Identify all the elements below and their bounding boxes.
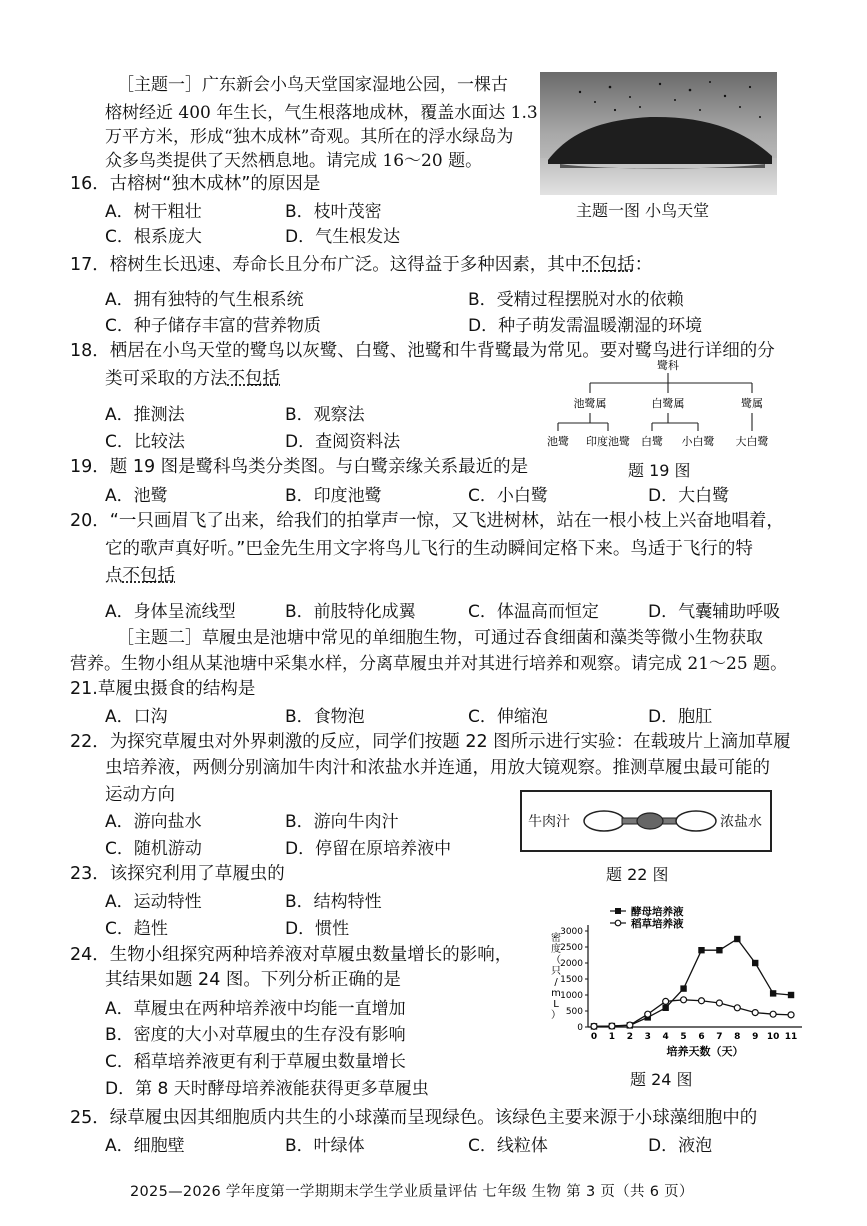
q22-line2: 虫培养液，两侧分别滴加牛肉汁和浓盐水并连通，用放大镜观察。推测草履虫最可能的	[105, 758, 770, 778]
x-tick-label: 2	[626, 1032, 633, 1042]
legend-label-1: 酵母培养液	[631, 906, 684, 918]
q16-option-a: A．树干粗壮	[105, 202, 202, 222]
q18-option-b: B．观察法	[285, 405, 365, 425]
y-axis-label-char: L	[553, 999, 559, 1010]
series-1-point	[662, 1005, 668, 1011]
theme1-intro-line1: ［主题一］广东新会小鸟天堂国家湿地公园，一棵古	[117, 75, 508, 95]
q19-option-d: D．大白鹭	[648, 486, 730, 506]
theme1-intro-line3: 万平方米，形成“独木成林”奇观。其所在的浮水绿岛为	[105, 127, 514, 147]
q24-line1: 24．生物小组探究两种培养液对草履虫数量增长的影响，	[70, 945, 513, 965]
q25-option-a: A．细胞壁	[105, 1136, 185, 1156]
x-tick-label: 1	[608, 1032, 616, 1042]
y-axis-label-char: 密	[551, 933, 561, 944]
q19-option-c: C．小白鹭	[468, 486, 548, 506]
x-tick-label: 4	[662, 1032, 669, 1042]
q20-option-d: D．气囊辅助呼吸	[648, 602, 781, 622]
series-1-point	[698, 947, 704, 953]
theme1-intro-line2: 榕树经近 400 年生长，气生根落地成林，覆盖水面达 1.3	[105, 103, 538, 123]
q21-option-d: D．胞肛	[648, 707, 713, 727]
q22-option-b: B．游向牛肉汁	[285, 812, 399, 832]
tree-species-1: 池鹭	[547, 435, 569, 448]
q18-option-c: C．比较法	[105, 432, 185, 452]
series-2-point	[716, 1000, 722, 1006]
q16-option-d: D．气生根发达	[285, 227, 401, 247]
q18-line2: 类可采取的方法不包括	[105, 369, 280, 389]
q21-stem: 21.草履虫摄食的结构是	[70, 679, 256, 699]
series-2-point	[663, 998, 669, 1004]
y-tick-label: 2500	[560, 943, 583, 953]
q20-line3: 点不包括	[105, 566, 175, 586]
q24-option-a: A．草履虫在两种培养液中均能一直增加	[105, 999, 406, 1019]
q24-option-d: D．第 8 天时酵母培养液能获得更多草履虫	[105, 1079, 429, 1099]
y-tick-label: 3000	[560, 927, 583, 937]
beef-broth-label: 牛肉汁	[528, 814, 570, 830]
q20-option-a: A．身体呈流线型	[105, 602, 236, 622]
q20-option-b: B．前肢特化成翼	[285, 602, 416, 622]
q20-line2: 它的歌声真好听。”巴金先生用文字将鸟儿飞行的生动瞬间定格下来。鸟适于飞行的特	[105, 539, 753, 559]
q18-option-a: A．推测法	[105, 405, 185, 425]
x-tick-label: 11	[784, 1032, 798, 1042]
q25-stem: 25．绿草履虫因其细胞质内共生的小球藻而呈现绿色。该绿色主要来源于小球藻细胞中的	[70, 1108, 758, 1128]
series-1-point	[680, 985, 686, 991]
series-1-point	[716, 947, 722, 953]
q25-option-d: D．液泡	[648, 1136, 713, 1156]
tree-species-4: 小白鹭	[681, 435, 715, 448]
tree-genus-1: 池鹭属	[573, 397, 607, 410]
y-axis-label-char: m	[551, 988, 561, 999]
fig22-caption: 题 22 图	[606, 865, 669, 884]
tree-genus-2: 白鹭属	[651, 397, 685, 410]
q16-option-b: B．枝叶茂密	[285, 202, 382, 222]
q24-line2: 其结果如题 24 图。下列分析正确的是	[105, 970, 401, 990]
x-tick-label: 9	[752, 1032, 759, 1042]
x-tick-label: 0	[590, 1032, 598, 1042]
q17-stem: 17．榕树生长迅速、寿命长且分布广泛。这得益于多种因素，其中不包括：	[70, 255, 653, 275]
series-2-point	[770, 1011, 776, 1017]
q17-option-d: D．种子萌发需温暖潮湿的环境	[468, 316, 703, 336]
tree-genus-3: 鹭属	[741, 397, 763, 410]
q25-option-c: C．线粒体	[468, 1136, 548, 1156]
x-tick-label: 7	[716, 1032, 723, 1042]
q21-option-c: C．伸缩泡	[468, 707, 548, 727]
q20-line1: 20．“一只画眉飞了出来，给我们的拍掌声一惊，又飞进树林，站在一根小枝上兴奋地唱着，	[70, 511, 784, 531]
q19-option-b: B．印度池鹭	[285, 486, 382, 506]
y-tick-label: 1500	[560, 975, 583, 985]
q16-stem: 16．古榕树“独木成林”的原因是	[70, 174, 321, 194]
series-1-point	[734, 936, 740, 942]
q21-option-a: A．口沟	[105, 707, 168, 727]
q23-option-a: A．运动特性	[105, 892, 202, 912]
tree-species-3: 白鹭	[641, 435, 663, 448]
series-2-point	[609, 1023, 615, 1029]
series-2-point	[627, 1022, 633, 1028]
series-1-point	[752, 960, 758, 966]
tree-species-5: 大白鹭	[735, 435, 769, 448]
y-tick-label: 500	[565, 1007, 583, 1017]
q17-option-a: A．拥有独特的气生根系统	[105, 290, 304, 310]
y-tick-label: 2000	[560, 959, 583, 969]
legend-marker-1	[615, 908, 621, 914]
series-2-point	[698, 998, 704, 1004]
q21-option-b: B．食物泡	[285, 707, 365, 727]
series-2-point	[734, 1005, 740, 1011]
y-axis-label-char: （	[551, 955, 561, 966]
tree-root: 鹭科	[657, 359, 679, 372]
x-tick-label: 8	[734, 1032, 741, 1042]
egret-classification-tree	[540, 355, 785, 455]
x-tick-label: 10	[766, 1032, 780, 1042]
q24-option-b: B．密度的大小对草履虫的生存没有影响	[105, 1025, 406, 1045]
q19-option-a: A．池鹭	[105, 486, 168, 506]
slide-experiment-figure	[520, 790, 772, 852]
page-footer: 2025—2026 学年度第一学期期末学生学业质量评估 七年级 生物 第 3 页（共 6 页）	[130, 1184, 694, 1200]
fig24-caption: 题 24 图	[630, 1070, 693, 1089]
y-tick-label: 0	[577, 1023, 583, 1033]
tree-species-2: 印度池鹭	[586, 435, 630, 448]
series-2-point	[681, 997, 687, 1003]
q22-option-d: D．停留在原培养液中	[285, 839, 452, 859]
x-tick-label: 5	[680, 1032, 687, 1042]
y-axis-label-char: /	[554, 977, 558, 988]
q18-option-d: D．查阅资料法	[285, 432, 401, 452]
theme2-intro-line2: 营养。生物小组从某池塘中采集水样，分离草履虫并对其进行培养和观察。请完成 21～25 题。	[70, 654, 788, 674]
theme1-intro-line4: 众多鸟类提供了天然栖息地。请完成 16～20 题。	[105, 151, 483, 171]
y-axis-label-char: 度	[551, 944, 561, 955]
legend-marker-2	[615, 920, 621, 926]
q23-option-c: C．趋性	[105, 919, 168, 939]
q17-option-b: B．受精过程摆脱对水的依赖	[468, 290, 684, 310]
q22-option-a: A．游向盐水	[105, 812, 202, 832]
photo-caption: 主题一图 小鸟天堂	[576, 201, 710, 220]
q20-option-c: C．体温高而恒定	[468, 602, 599, 622]
x-tick-label: 3	[644, 1032, 651, 1042]
x-axis-label: 培养天数（天）	[666, 1045, 744, 1058]
y-axis-label-char: ）	[551, 1010, 561, 1021]
series-2-point	[645, 1011, 651, 1017]
q18-line1: 18．栖居在小鸟天堂的鹭鸟以灰鹭、白鹭、池鹭和牛背鹭最为常见。要对鹭鸟进行详细的分	[70, 341, 775, 361]
q16-option-c: C．根系庞大	[105, 227, 202, 247]
brine-label: 浓盐水	[720, 814, 762, 830]
q23-option-d: D．惯性	[285, 919, 350, 939]
series-1-point	[788, 992, 794, 998]
bird-paradise-photo	[540, 72, 777, 195]
q24-option-c: C．稻草培养液更有利于草履虫数量增长	[105, 1052, 406, 1072]
q22-line3: 运动方向	[105, 785, 175, 805]
y-tick-label: 1000	[560, 991, 583, 1001]
q22-line1: 22．为探究草履虫对外界刺激的反应，同学们按题 22 图所示进行实验：在载玻片上滴加草履	[70, 732, 791, 752]
paramecium-density-chart	[540, 905, 810, 1065]
series-2-point	[788, 1012, 794, 1018]
q19-stem: 19．题 19 图是鹭科鸟类分类图。与白鹭亲缘关系最近的是	[70, 457, 529, 477]
tree-caption: 题 19 图	[628, 461, 691, 480]
q23-stem: 23．该探究利用了草履虫的	[70, 864, 285, 884]
q23-option-b: B．结构特性	[285, 892, 382, 912]
q25-option-b: B．叶绿体	[285, 1136, 365, 1156]
y-axis-label-char: 只	[551, 966, 561, 977]
series-line-2	[594, 1000, 791, 1027]
series-2-point	[752, 1010, 758, 1016]
series-2-point	[591, 1023, 597, 1029]
q22-option-c: C．随机游动	[105, 839, 202, 859]
legend-label-2: 稻草培养液	[631, 918, 684, 930]
q17-option-c: C．种子储存丰富的营养物质	[105, 316, 321, 336]
series-1-point	[770, 990, 776, 996]
theme2-intro-line1: ［主题二］草履虫是池塘中常见的单细胞生物，可通过吞食细菌和藻类等微小生物获取	[117, 628, 763, 648]
x-tick-label: 6	[698, 1032, 705, 1042]
